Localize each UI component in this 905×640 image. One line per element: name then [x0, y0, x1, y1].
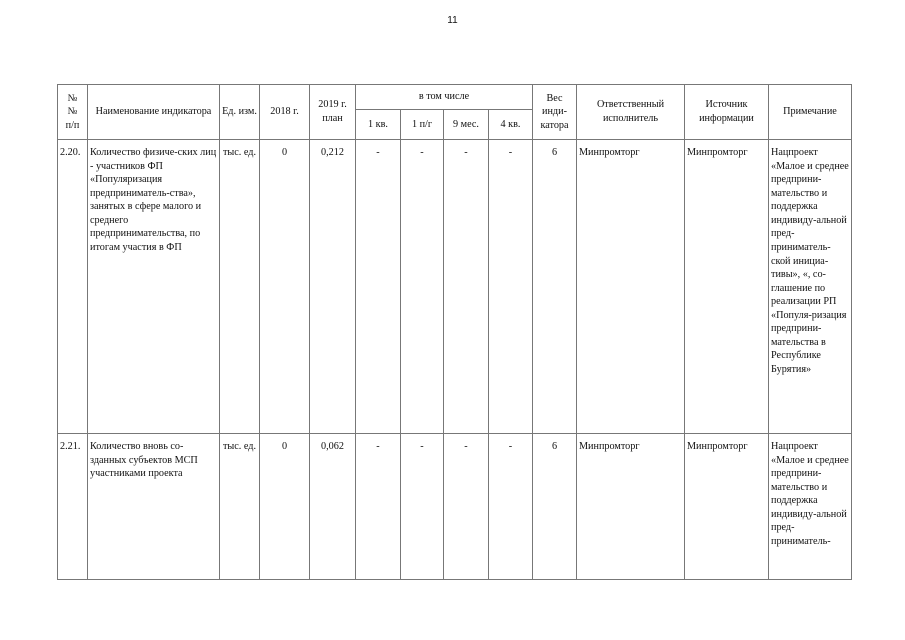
header-num-line2: №	[67, 106, 78, 118]
header-note: Примечание	[769, 85, 852, 140]
row-source: Минпромторг	[685, 140, 769, 434]
row-9m: -	[444, 434, 489, 580]
row-h1: -	[401, 140, 444, 434]
row-note: Нацпроект «Малое и среднее предприни-мательство и поддержка индивиду-альной пред-приниматель-	[769, 434, 852, 580]
header-q4: 4 кв.	[489, 110, 533, 140]
row-2019-plan: 0,062	[310, 434, 356, 580]
row-name: Количество вновь со-зданных субъектов МСП участниками проекта	[88, 434, 220, 580]
header-weight: Вес инди-катора	[533, 85, 577, 140]
header-unit: Ед. изм.	[220, 85, 260, 140]
row-weight: 6	[533, 434, 577, 580]
row-num: 2.20.	[58, 140, 88, 434]
table-row	[58, 140, 852, 434]
row-2018: 0	[260, 140, 310, 434]
row-9m: -	[444, 140, 489, 434]
page-number: 11	[447, 15, 458, 26]
header-num-line1: №	[67, 92, 78, 104]
row-q1: -	[356, 434, 401, 580]
header-2018: 2018 г.	[260, 85, 310, 140]
row-responsible: Минпромторг	[577, 434, 685, 580]
row-2018: 0	[260, 434, 310, 580]
row-weight: 6	[533, 140, 577, 434]
indicators-table	[57, 84, 852, 580]
row-num: 2.21.	[58, 434, 88, 580]
header-including: в том числе	[356, 85, 533, 110]
row-h1: -	[401, 434, 444, 580]
row-q4: -	[489, 140, 533, 434]
header-num-line3: п/п	[65, 119, 80, 131]
row-note: Нацпроект «Малое и среднее предприни-мательство и поддержка индивиду-альной пред-приниматель-ской инициа-тивы», «, со-глашение по реализации РП «Популя-ризация предприни-мательства в Республике Бурятия»	[769, 140, 852, 434]
row-q1: -	[356, 140, 401, 434]
header-name: Наименование индикатора	[88, 85, 220, 140]
header-source: Источник информации	[685, 85, 769, 140]
header-h1: 1 п/г	[401, 110, 444, 140]
row-unit: тыс. ед.	[220, 434, 260, 580]
row-name: Количество физиче-ских лиц - участников ФП «Популяризация предприниматель-ства», занятых в сфере малого и среднего предпринимательства, по итогам участия в ФП	[88, 140, 220, 434]
row-q4: -	[489, 434, 533, 580]
row-unit: тыс. ед.	[220, 140, 260, 434]
header-9m: 9 мес.	[444, 110, 489, 140]
row-2019-plan: 0,212	[310, 140, 356, 434]
header-responsible: Ответственный исполнитель	[577, 85, 685, 140]
header-q1: 1 кв.	[356, 110, 401, 140]
table-row	[58, 434, 852, 580]
header-2019-plan: 2019 г. план	[310, 85, 356, 140]
row-source: Минпромторг	[685, 434, 769, 580]
row-responsible: Минпромторг	[577, 140, 685, 434]
header-num	[58, 85, 88, 140]
